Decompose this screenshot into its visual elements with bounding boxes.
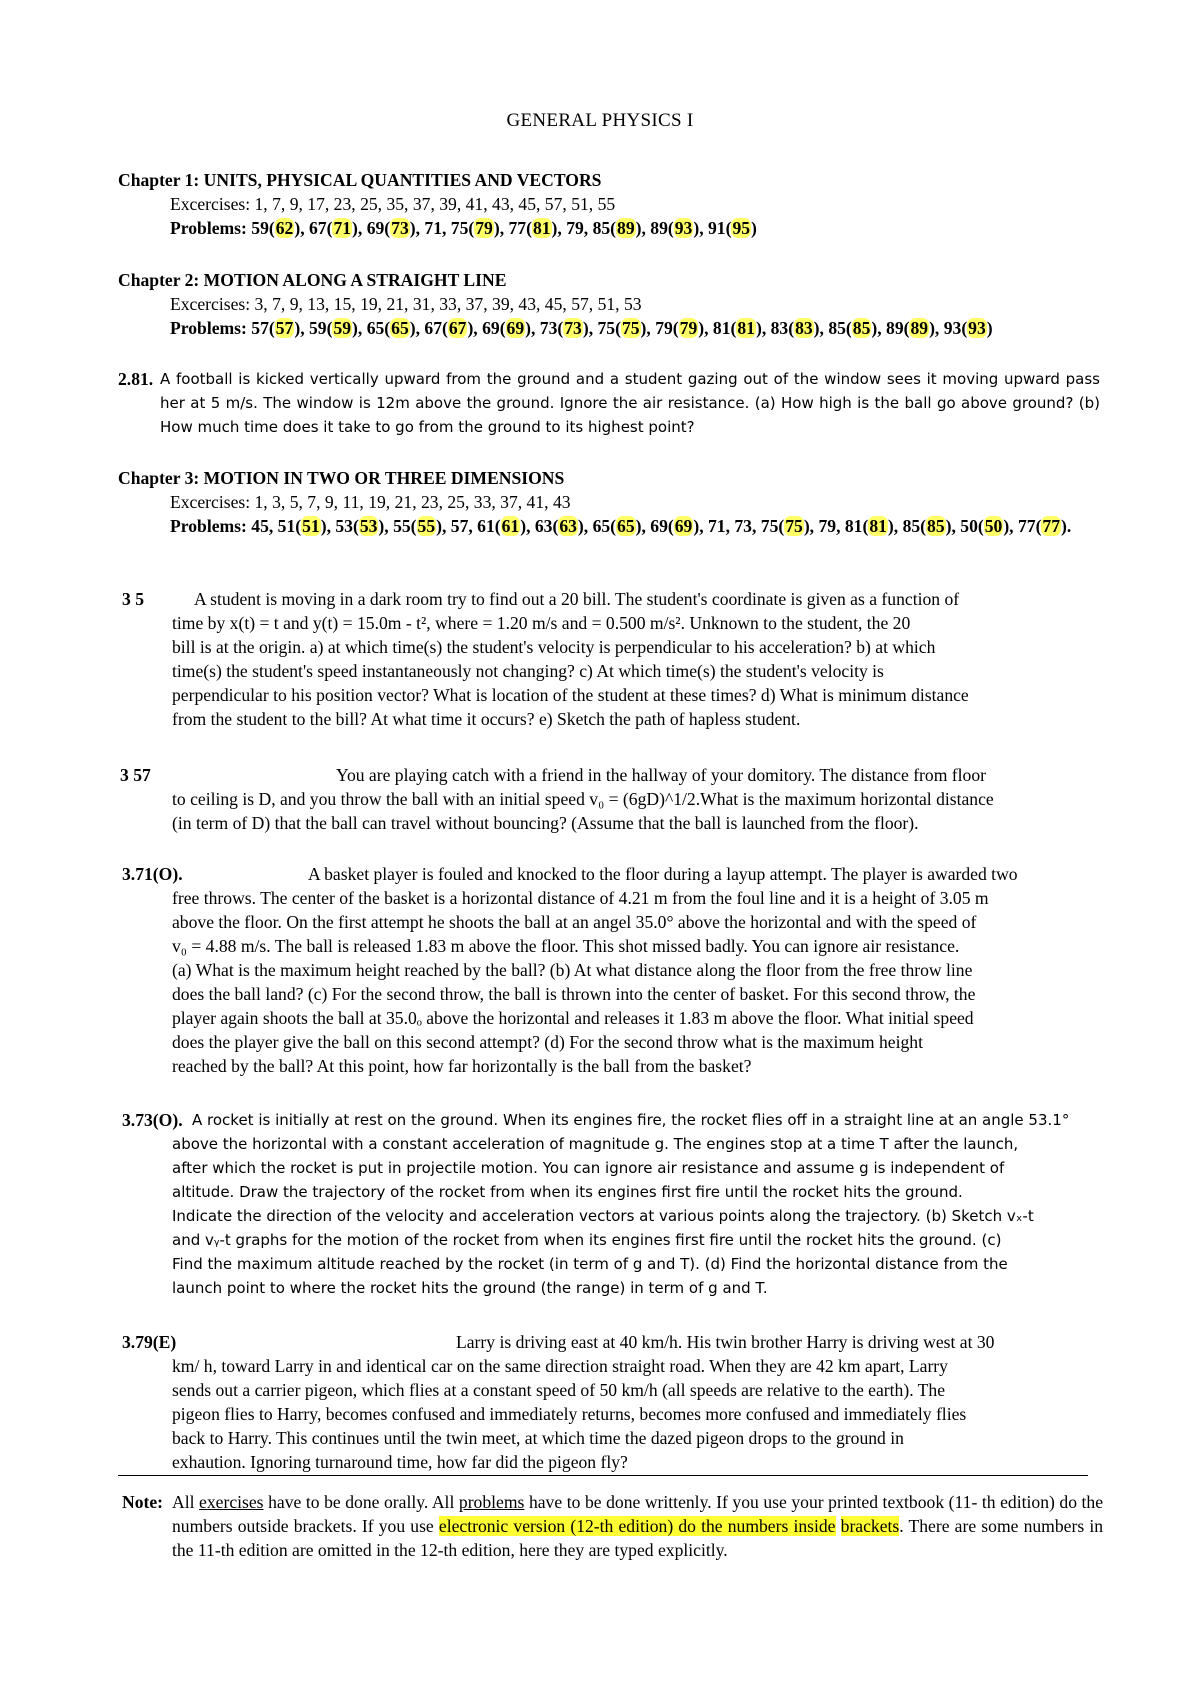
problem-item: 57(57), xyxy=(251,318,309,338)
problem-item: 77(81), xyxy=(508,218,567,238)
problem-item: 69(69), xyxy=(650,516,708,536)
question-3-57 xyxy=(118,763,1100,835)
question-number: 3.79(E) xyxy=(122,1332,177,1352)
question-line: launch point to where the rocket hits the ground (the range) in term of g and T. xyxy=(172,1279,768,1297)
problem-bracket-number: 55 xyxy=(417,516,436,536)
problem-number: 79 xyxy=(818,516,837,536)
note-section xyxy=(118,1490,1103,1562)
problems-label: Problems: xyxy=(170,516,252,536)
problem-item: 85(89), xyxy=(592,218,651,238)
chapter-3-exercises: Excercises: 1, 3, 5, 7, 9, 11, 19, 21, 23, 25, 33, 37, 41, 43 xyxy=(170,492,571,512)
question-line: km/ h, toward Larry in and identical car on the same direction straight road. When they are 42 km apart, Larry xyxy=(172,1356,948,1376)
note-text: th edition) do the numbers outside brackets. If you use xyxy=(172,1492,1104,1536)
question-line: sends out a carrier pigeon, which flies at a constant speed of 50 km/h (all speeds are relative to the earth). The xyxy=(172,1380,946,1400)
question-line: pigeon flies to Harry, becomes confused and immediately returns, becomes more confused and immediately flies xyxy=(172,1404,967,1424)
problem-item: 81(81), xyxy=(712,318,771,338)
problem-item: 45, xyxy=(251,516,278,536)
problem-item: 59(62), xyxy=(251,218,309,238)
question-line: Larry is driving east at 40 km/h. His twin brother Harry is driving west at 30 xyxy=(456,1332,995,1352)
problem-number: 85 xyxy=(592,218,611,238)
chapter-1-problems xyxy=(118,216,1100,240)
problem-bracket-number: 62 xyxy=(275,218,294,238)
question-3-71 xyxy=(118,862,1100,1078)
problem-item: 91(95) xyxy=(707,218,757,238)
problem-number: 59 xyxy=(308,318,327,338)
question-line: bill is at the origin. a) at which time(s) the student's velocity is perpendicular to his acceleration? b) at which xyxy=(172,637,936,657)
problem-bracket-number: 69 xyxy=(506,318,525,338)
problem-item: 89(93), xyxy=(650,218,708,238)
problem-bracket-number: 81 xyxy=(869,516,887,536)
question-line: above the horizontal with a constant acceleration of magnitude g. The engines stop at a time T after the launch, xyxy=(172,1135,1019,1153)
problem-item: 93(93) xyxy=(943,318,993,338)
problem-bracket-number: 65 xyxy=(617,516,635,536)
question-line: You are playing catch with a friend in the hallway of your domitory. The distance from floor xyxy=(336,765,986,785)
problem-item: 51(51), xyxy=(277,516,336,536)
chapter-3-heading: Chapter 3: MOTION IN TWO OR THREE DIMENSIONS xyxy=(118,468,565,488)
problem-bracket-number: 85 xyxy=(852,318,871,338)
problem-bracket-number: 89 xyxy=(617,218,635,238)
problem-bracket-number: 89 xyxy=(910,318,929,338)
problem-number: 71 xyxy=(707,516,726,536)
problem-number: 73 xyxy=(539,318,558,338)
question-line: player again shoots the ball at 35.0ₒ above the horizontal and releases it 1.83 m above the floor. What initial speed xyxy=(172,1008,974,1028)
problem-number: 59 xyxy=(251,218,269,238)
note-exercises-link: exercises xyxy=(199,1492,264,1512)
problem-number: 65 xyxy=(366,318,385,338)
problem-bracket-number: 61 xyxy=(501,516,520,536)
problem-number: 69 xyxy=(482,318,500,338)
problem-item: 83(83), xyxy=(770,318,829,338)
problem-number: 77 xyxy=(1017,516,1036,536)
question-number: 3.71(O). xyxy=(122,864,183,884)
chapter-2-exercises: Excercises: 3, 7, 9, 13, 15, 19, 21, 31, 33, 37, 39, 43, 45, 57, 51, 53 xyxy=(170,294,642,314)
problems-label: Problems: xyxy=(170,318,252,338)
problem-item: 73, xyxy=(734,516,761,536)
problem-bracket-number: 59 xyxy=(333,318,352,338)
question-line: time by x(t) = t and y(t) = 15.0m - t², where = 1.20 m/s and = 0.500 m/s². Unknown to the student, the 20 xyxy=(172,613,911,633)
problem-bracket-number: 73 xyxy=(391,218,409,238)
question-number: 3 5 xyxy=(122,589,144,609)
question-line: back to Harry. This continues until the twin meet, at which time the dazed pigeon drops to the ground in xyxy=(172,1428,904,1448)
problem-bracket-number: 77 xyxy=(1042,516,1061,536)
problem-item: 75(75), xyxy=(597,318,656,338)
problem-bracket-number: 79 xyxy=(475,218,493,238)
problem-item: 69(73), xyxy=(366,218,425,238)
question-line: above the floor. On the first attempt he shoots the ball at an angel 35.0° above the horizontal and with the speed of xyxy=(172,912,977,932)
question-3-73 xyxy=(118,1108,1100,1300)
question-line: Find the maximum altitude reached by the rocket (in term of g and T). (d) Find the horizontal distance from the xyxy=(172,1255,1008,1273)
problem-number: 67 xyxy=(424,318,442,338)
problem-bracket-number: 69 xyxy=(674,516,693,536)
question-line: (a) What is the maximum height reached by the ball? (b) At what distance along the floor from the free throw line xyxy=(172,960,973,980)
problem-bracket-number: 65 xyxy=(391,318,409,338)
question-line: and vᵧ-t graphs for the motion of the rocket from when its engines first fire until the rocket hits the ground. (c) xyxy=(172,1231,1002,1249)
question-line: Indicate the direction of the velocity and acceleration vectors at various points along the trajectory. (b) Sketch vₓ-t xyxy=(172,1207,1034,1225)
problem-item: 85(85), xyxy=(828,318,887,338)
problem-number: 75 xyxy=(450,218,469,238)
problem-bracket-number: 81 xyxy=(532,218,551,238)
problem-item: 71, xyxy=(707,516,735,536)
question-line: time(s) the student's speed instantaneously not changing? c) At which time(s) the student's velocity is xyxy=(172,661,884,681)
problem-bracket-number: 71 xyxy=(333,218,352,238)
question-line: after which the rocket is put in projectile motion. You can ignore air resistance and assume g is independent of xyxy=(172,1159,1005,1177)
problem-item: 53(53), xyxy=(335,516,394,536)
problem-item: 79, xyxy=(818,516,845,536)
problem-item: 81(81), xyxy=(844,516,903,536)
problem-item: 75(75), xyxy=(760,516,819,536)
problem-number: 81 xyxy=(844,516,863,536)
problem-item: 71, xyxy=(424,218,451,238)
note-text: have to be done orally. All xyxy=(268,1492,455,1512)
problem-item: 69(69), xyxy=(482,318,540,338)
problem-item: 89(89), xyxy=(886,318,944,338)
problem-item: 67(67), xyxy=(424,318,483,338)
chapter-1-exercises: Excercises: 1, 7, 9, 17, 23, 25, 35, 37, 39, 41, 43, 45, 57, 51, 55 xyxy=(170,194,616,214)
problem-item: 79(79), xyxy=(655,318,713,338)
question-number: 2.81. xyxy=(118,369,154,389)
problem-number: 57 xyxy=(450,516,469,536)
problem-bracket-number: 79 xyxy=(679,318,698,338)
problem-number: 89 xyxy=(650,218,668,238)
problem-bracket-number: 53 xyxy=(359,516,378,536)
note-highlight: electronic version (12-th edition) do the numbers inside xyxy=(438,1516,836,1536)
question-3-5 xyxy=(118,587,1100,731)
problem-number: 50 xyxy=(960,516,978,536)
problem-item: 65(65), xyxy=(592,516,651,536)
question-line: altitude. Draw the trajectory of the rocket from when its engines first fire until the rocket hits the ground. xyxy=(172,1183,963,1201)
problem-bracket-number: 75 xyxy=(621,318,640,338)
divider-line xyxy=(118,1475,1088,1476)
question-2-81 xyxy=(118,367,1100,439)
note-text: have to be done writtenly. If you use your printed textbook (11- xyxy=(528,1492,978,1512)
problem-number: 83 xyxy=(770,318,789,338)
question-line: A basket player is fouled and knocked to the floor during a layup attempt. The player is awarded two xyxy=(308,864,1018,884)
problem-item: 77(77). xyxy=(1017,516,1072,536)
chapter-3-section xyxy=(118,466,1100,538)
note-text: . There are some numbers in the 11-th edition are omitted in the 12-th edition, here they are typed explicitly. xyxy=(172,1516,1104,1560)
question-line: free throws. The center of the basket is a horizontal distance of 4.21 m from the foul line and it is a height of 3.05 m xyxy=(172,888,989,908)
note-label: Note: xyxy=(122,1492,164,1512)
chapter-2-heading: Chapter 2: MOTION ALONG A STRAIGHT LINE xyxy=(118,270,507,290)
question-line: v₀ = 4.88 m/s. The ball is released 1.83 m above the floor. This shot missed badly. You can ignore air resistance. xyxy=(172,936,960,956)
problem-number: 73 xyxy=(734,516,752,536)
problem-number: 85 xyxy=(828,318,846,338)
problem-number: 69 xyxy=(366,218,385,238)
problem-number: 55 xyxy=(393,516,411,536)
problem-number: 69 xyxy=(650,516,668,536)
note-text: All xyxy=(172,1492,195,1512)
question-line: (in term of D) that the ball can travel without bouncing? (Assume that the ball is launched from the floor). xyxy=(172,813,919,833)
problem-number: 53 xyxy=(335,516,353,536)
note-highlight: brackets xyxy=(840,1516,900,1536)
problem-bracket-number: 73 xyxy=(564,318,582,338)
question-number: 3.73(O). xyxy=(122,1110,183,1130)
problem-bracket-number: 67 xyxy=(448,318,467,338)
problem-item: 75(79), xyxy=(450,218,509,238)
problem-bracket-number: 63 xyxy=(559,516,577,536)
question-line: to ceiling is D, and you throw the ball with an initial speed v₀ = (6gD)^1/2.What is the maximum horizontal distance xyxy=(172,789,994,809)
problem-bracket-number: 83 xyxy=(795,318,813,338)
problem-bracket-number: 85 xyxy=(927,516,945,536)
problems-label: Problems: xyxy=(170,218,252,238)
problem-number: 89 xyxy=(886,318,904,338)
question-number: 3 57 xyxy=(120,765,151,785)
problem-bracket-number: 95 xyxy=(732,218,751,238)
chapter-1-section xyxy=(118,168,1100,240)
chapter-3-problems xyxy=(118,514,1100,538)
page-title: GENERAL PHYSICS I xyxy=(506,110,694,131)
problem-number: 75 xyxy=(597,318,616,338)
problem-item: 65(65), xyxy=(366,318,425,338)
problem-item: 55(55), xyxy=(393,516,451,536)
problem-number: 67 xyxy=(308,218,327,238)
problem-item: 57, xyxy=(450,516,478,536)
problem-item: 67(71), xyxy=(308,218,367,238)
problem-item: 73(73), xyxy=(539,318,598,338)
chapter-2-section xyxy=(118,268,1100,340)
problem-bracket-number: 50 xyxy=(984,516,1003,536)
problem-number: 77 xyxy=(508,218,527,238)
problem-number: 81 xyxy=(712,318,731,338)
chapter-1-heading: Chapter 1: UNITS, PHYSICAL QUANTITIES AND VECTORS xyxy=(118,170,602,190)
problem-bracket-number: 51 xyxy=(302,516,320,536)
problem-number: 57 xyxy=(251,318,269,338)
problem-number: 61 xyxy=(477,516,495,536)
problem-item: 59(59), xyxy=(308,318,367,338)
problem-number: 45 xyxy=(251,516,269,536)
chapter-2-problems xyxy=(118,316,1100,340)
question-line: from the student to the bill? At what time it occurs? e) Sketch the path of hapless student. xyxy=(172,709,801,729)
problem-item: 79, xyxy=(566,218,593,238)
problem-number: 75 xyxy=(760,516,779,536)
problem-bracket-number: 93 xyxy=(674,218,693,238)
problem-number: 85 xyxy=(902,516,921,536)
problem-item: 63(63), xyxy=(534,516,593,536)
question-line: A student is moving in a dark room try to find out a 20 bill. The student's coordinate is given as a function of xyxy=(194,589,960,609)
problem-number: 71 xyxy=(424,218,442,238)
problem-number: 63 xyxy=(534,516,553,536)
question-3-79 xyxy=(118,1330,1100,1474)
question-text: A football is kicked vertically upward from the ground and a student gazing out of the window sees it moving upward pass her at 5 m/s. The window is 12m above the ground. Ignore the air resistance. (a) How high is the ball go above ground? (b) How much time does it take to go from the ground to its highest point? xyxy=(160,370,1100,436)
question-line: perpendicular to his position vector? What is location of the student at these times? d) What is minimum distance xyxy=(172,685,969,705)
problem-item: 85(85), xyxy=(902,516,961,536)
problem-number: 51 xyxy=(277,516,296,536)
note-problems-link: problems xyxy=(458,1492,525,1512)
problem-bracket-number: 75 xyxy=(785,516,803,536)
problem-item: 50(50), xyxy=(960,516,1018,536)
problem-number: 79 xyxy=(655,318,673,338)
problem-bracket-number: 81 xyxy=(737,318,755,338)
problem-number: 91 xyxy=(707,218,726,238)
problem-item: 61(61), xyxy=(477,516,535,536)
problem-number: 93 xyxy=(943,318,962,338)
problem-bracket-number: 57 xyxy=(275,318,294,338)
problem-bracket-number: 93 xyxy=(968,318,986,338)
question-line: exhaution. Ignoring turnaround time, how far did the pigeon fly? xyxy=(172,1452,628,1472)
question-line: reached by the ball? At this point, how far horizontally is the ball from the basket? xyxy=(172,1056,752,1076)
question-line: does the ball land? (c) For the second throw, the ball is thrown into the center of basket. For this second throw, the xyxy=(172,984,976,1004)
question-line: does the player give the ball on this second attempt? (d) For the second throw what is the maximum height xyxy=(172,1032,923,1052)
problem-number: 79 xyxy=(566,218,584,238)
problem-number: 65 xyxy=(592,516,611,536)
question-line: A rocket is initially at rest on the ground. When its engines fire, the rocket flies off in a straight line at an angle 53.1° xyxy=(192,1111,1070,1129)
